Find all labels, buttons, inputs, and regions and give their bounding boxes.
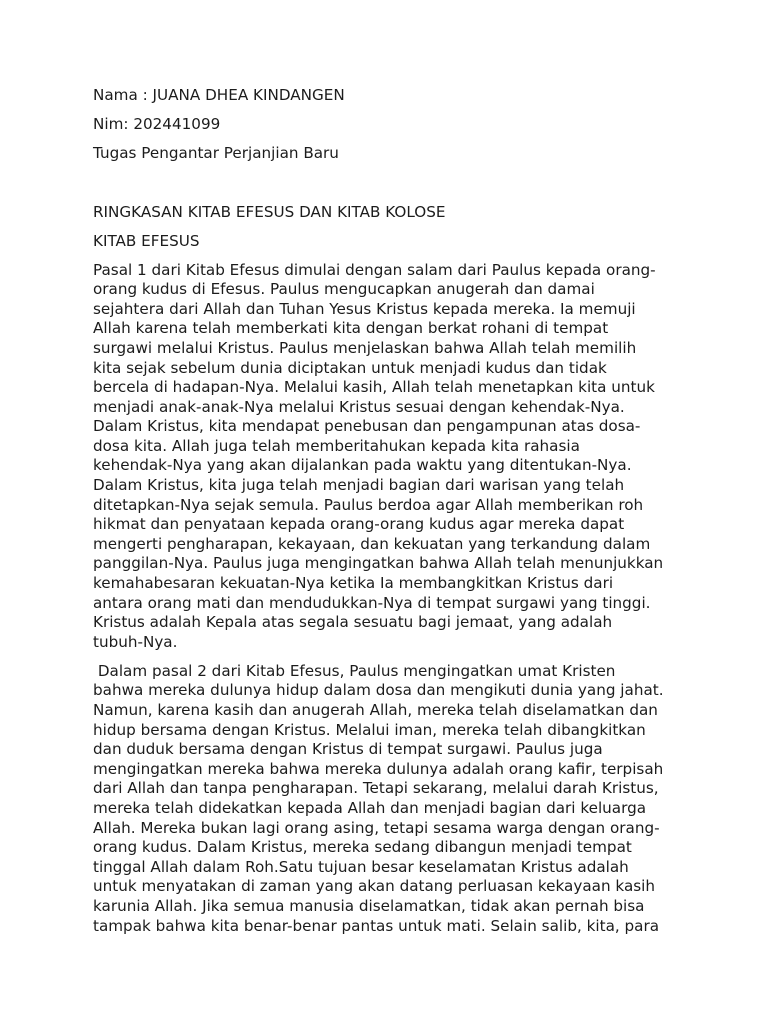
paragraph-line: Allah karena telah memberkati kita dengan berkat rohani di tempat: [93, 319, 609, 338]
paragraph-line: bercela di hadapan-Nya. Melalui kasih, Allah telah menetapkan kita untuk: [93, 378, 655, 397]
paragraph-line: hikmat dan penyataan kepada orang-orang kudus agar mereka dapat: [93, 515, 625, 534]
paragraph-line: kita sejak sebelum dunia diciptakan untuk menjadi kudus dan tidak: [93, 358, 607, 377]
document-body: [93, 86, 683, 936]
paragraph-line: tubuh-Nya.: [93, 632, 178, 651]
document-title: RINGKASAN KITAB EFESUS DAN KITAB KOLOSE: [93, 202, 446, 221]
paragraph-line: menjadi anak-anak-Nya melalui Kristus sesuai dengan kehendak-Nya.: [93, 397, 625, 416]
paragraph-line: panggilan-Nya. Paulus juga mengingatkan bahwa Allah telah menunjukkan: [93, 554, 664, 573]
paragraph-line: mengerti pengharapan, kekayaan, dan kekuatan yang terkandung dalam: [93, 534, 651, 553]
paragraph-line: hidup bersama dengan Kristus. Melalui iman, mereka telah dibangkitkan: [93, 720, 646, 739]
paragraph-line: Allah. Mereka bukan lagi orang asing, tetapi sesama warga dengan orang-: [93, 818, 660, 837]
paragraph-line: kehendak-Nya yang akan dijalankan pada waktu yang ditentukan-Nya.: [93, 456, 632, 475]
paragraph-chapter-1: [93, 261, 683, 653]
paragraph-line: mereka telah didekatkan kepada Allah dan menjadi bagian dari keluarga: [93, 798, 647, 817]
paragraph-line: sejahtera dari Allah dan Tuhan Yesus Kristus kepada mereka. Ia memuji: [93, 299, 636, 318]
paragraph-line: karunia Allah. Jika semua manusia diselamatkan, tidak akan pernah bisa: [93, 896, 645, 915]
paragraph-line: dari Allah dan tanpa pengharapan. Tetapi sekarang, melalui darah Kristus,: [93, 779, 659, 798]
paragraph-line: kemahabesaran kekuatan-Nya ketika Ia membangkitkan Kristus dari: [93, 574, 614, 593]
paragraph-line: antara orang mati dan mendudukkan-Nya di tempat surgawi yang tinggi.: [93, 593, 651, 612]
paragraph-line: surgawi melalui Kristus. Paulus menjelaskan bahwa Allah telah memilih: [93, 338, 637, 357]
paragraph-line: ditetapkan-Nya sejak semula. Paulus berdoa agar Allah memberikan roh: [93, 495, 644, 514]
paragraph-line: untuk menyatakan di zaman yang akan datang perluasan kekayaan kasih: [93, 877, 656, 896]
paragraph-line: Dalam Kristus, kita mendapat penebusan dan pengampunan atas dosa-: [93, 417, 641, 436]
paragraph-chapter-2: [93, 662, 683, 936]
paragraph-line: Kristus adalah Kepala atas segala sesuatu bagi jemaat, yang adalah: [93, 613, 613, 632]
paragraph-line: mengingatkan mereka bahwa mereka dulunya adalah orang kafir, terpisah: [93, 759, 664, 778]
paragraph-line: tinggal Allah dalam Roh.Satu tujuan besar keselamatan Kristus adalah: [93, 857, 629, 876]
paragraph-line: Pasal 1 dari Kitab Efesus dimulai dengan salam dari Paulus kepada orang-: [93, 260, 656, 279]
paragraph-line: Dalam Kristus, kita juga telah menjadi bagian dari warisan yang telah: [93, 476, 625, 495]
paragraph-line: dan duduk bersama dengan Kristus di tempat surgawi. Paulus juga: [93, 740, 603, 759]
paragraph-line: Dalam pasal 2 dari Kitab Efesus, Paulus mengingatkan umat Kristen: [93, 661, 616, 680]
paragraph-line: Namun, karena kasih dan anugerah Allah, mereka telah diselamatkan dan: [93, 700, 658, 719]
paragraph-line: bahwa mereka dulunya hidup dalam dosa dan mengikuti dunia yang jahat.: [93, 681, 664, 700]
assignment-line: Tugas Pengantar Perjanjian Baru: [93, 143, 339, 162]
section-heading: KITAB EFESUS: [93, 231, 200, 250]
student-id-line: Nim: 202441099: [93, 114, 221, 133]
paragraph-line: orang kudus di Efesus. Paulus mengucapkan anugerah dan damai: [93, 280, 595, 299]
paragraph-line: orang kudus. Dalam Kristus, mereka sedang dibangun menjadi tempat: [93, 838, 632, 857]
student-name-line: Nama : JUANA DHEA KINDANGEN: [93, 86, 345, 104]
paragraph-line: tampak bahwa kita benar-benar pantas untuk mati. Selain salib, kita, para: [93, 916, 660, 935]
paragraph-line: dosa kita. Allah juga telah memberitahukan kepada kita rahasia: [93, 436, 580, 455]
